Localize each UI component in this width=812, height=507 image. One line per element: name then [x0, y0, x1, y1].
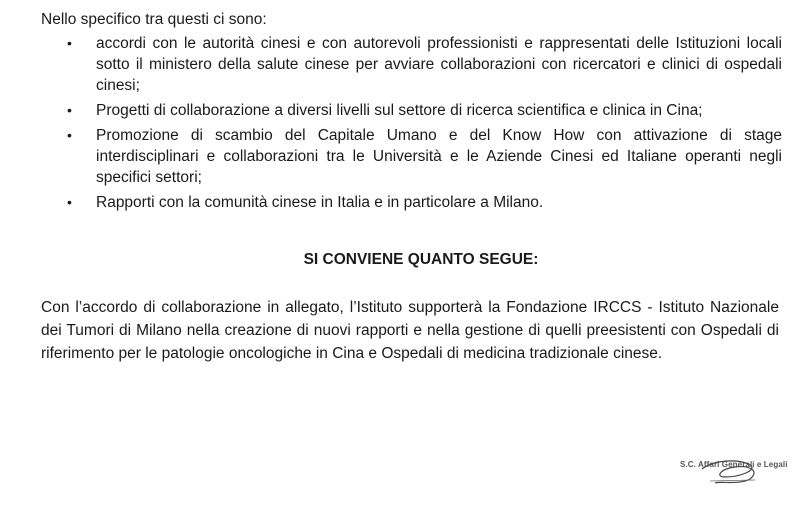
bullet-icon: •: [67, 127, 72, 143]
list-item: [62, 100, 782, 121]
list-item-text: Progetti di collaborazione a diversi livelli sul settore di ricerca scientifica e clinica in Cina;: [96, 102, 703, 119]
bullet-icon: •: [67, 35, 72, 51]
body-paragraph: Con l’accordo di collaborazione in allegato, l’Istituto supporterà la Fondazione IRCCS - Istituto Nazionale dei Tumori di Milano nella creazione di nuovi rapporti e nella gestione di quelli preesistenti con Ospedali di riferimento per le patologie oncologiche in Cina e Ospedali di medicina tradizionale cinese.: [41, 299, 779, 362]
bullet-icon: •: [67, 194, 72, 210]
list-item-text: Rapporti con la comunità cinese in Italia e in particolare a Milano.: [96, 194, 544, 211]
signature-icon: [680, 455, 790, 487]
office-stamp: [680, 455, 790, 487]
list-item: [62, 33, 782, 96]
intro-line: Nello specifico tra questi ci sono:: [41, 11, 267, 28]
list-item: [62, 125, 782, 188]
stamp-text: S.C. Affari Generali e Legali: [680, 460, 788, 469]
section-heading: SI CONVIENE QUANTO SEGUE:: [303, 251, 539, 268]
list-item-text: Promozione di scambio del Capitale Umano e del Know How con attivazione di stage interdisciplinari e collaborazioni tra le Università e le Aziende Cinesi ed Italiane operanti negli specifici settori;: [96, 127, 782, 186]
list-item-text: accordi con le autorità cinesi e con autorevoli professionisti e rappresentati delle Istituzioni locali sotto il ministero della salute cinese per avviare collaborazioni con ricercatori e clinici di ospedali cinesi;: [96, 35, 782, 94]
bullet-list: [62, 33, 782, 217]
bullet-icon: •: [67, 102, 72, 118]
list-item: [62, 192, 782, 213]
